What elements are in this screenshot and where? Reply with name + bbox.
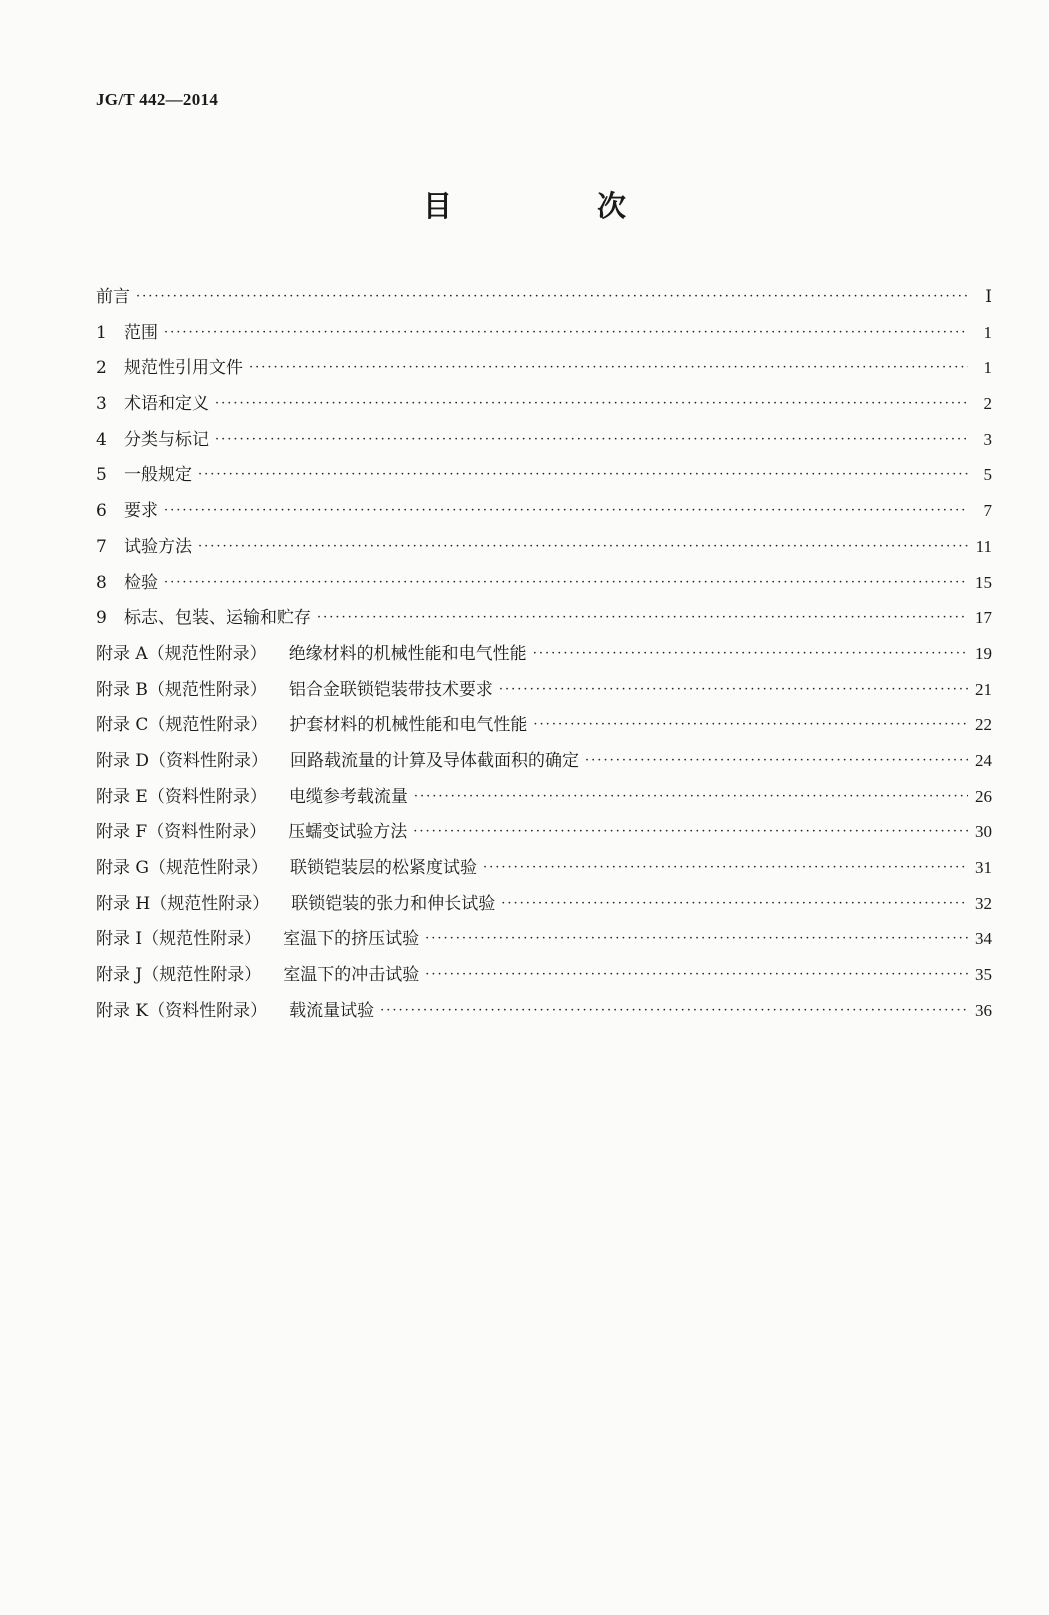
toc-entry-page-number: 30 — [975, 822, 992, 842]
toc-entry-page-number: 22 — [975, 715, 992, 735]
toc-entry-page-number: 35 — [975, 965, 992, 985]
toc-entry[interactable] — [96, 853, 992, 889]
toc-leader-dots — [414, 789, 968, 804]
toc-entry-page-number: 5 — [983, 465, 992, 485]
toc-entry-subtitle: 压蠕变试验方法 — [288, 822, 408, 843]
toc-entry-label — [96, 996, 374, 1021]
toc-entry-title: 一般规定 — [124, 465, 192, 486]
toc-entry-title: 附录 I（规范性附录） — [96, 929, 262, 950]
toc-entry[interactable] — [96, 817, 992, 853]
toc-entry-title: 分类与标记 — [124, 429, 209, 450]
toc-entry[interactable] — [96, 425, 992, 461]
toc-entry-page-number: 31 — [975, 858, 992, 877]
toc-entry-number: 6 — [96, 501, 107, 522]
toc-entry-number: 4 — [96, 429, 107, 450]
toc-entry-title: 附录 K（资料性附录） — [96, 1000, 268, 1021]
toc-entry-label — [96, 924, 419, 949]
toc-entry-subtitle: 绝缘材料的机械性能和电气性能 — [288, 643, 527, 664]
toc-leader-dots — [499, 682, 968, 697]
toc-entry-page-number: 1 — [983, 358, 992, 378]
toc-entry[interactable] — [96, 639, 992, 675]
toc-entry-page-number: 36 — [975, 1000, 992, 1020]
toc-entry[interactable] — [96, 924, 992, 960]
toc-entry[interactable] — [96, 568, 992, 604]
toc-entry-label — [96, 603, 311, 628]
toc-entry-title: 检验 — [124, 572, 158, 593]
toc-entry-page-number: 34 — [975, 929, 992, 949]
toc-entry[interactable] — [96, 282, 992, 318]
toc-entry[interactable] — [96, 318, 992, 354]
toc-entry-page-number: 7 — [983, 501, 992, 521]
toc-entry[interactable] — [96, 675, 992, 711]
toc-entry-number: 1 — [96, 322, 107, 343]
toc-entry-label — [96, 960, 419, 985]
toc-entry[interactable] — [96, 532, 992, 568]
toc-entry-number: 5 — [96, 465, 107, 486]
toc-entry-subtitle: 护套材料的机械性能和电气性能 — [289, 715, 528, 736]
toc-leader-dots — [483, 860, 968, 875]
toc-entry-title: 附录 E（资料性附录） — [96, 786, 267, 807]
toc-leader-dots — [164, 575, 968, 590]
toc-leader-dots — [249, 360, 968, 375]
toc-entry-number: 2 — [96, 358, 107, 379]
standard-code: JG/T 442—2014 — [96, 90, 219, 109]
toc-entry-title: 标志、包装、运输和贮存 — [124, 608, 311, 629]
toc-leader-dots — [501, 896, 968, 911]
toc-entry-number: 3 — [96, 394, 107, 415]
toc-entry-label — [96, 282, 130, 307]
toc-entry-label — [96, 710, 527, 735]
toc-entry-title: 前言 — [96, 287, 130, 307]
toc-entry-page-number: 11 — [975, 536, 992, 556]
toc-leader-dots — [380, 1003, 968, 1018]
toc-entry[interactable] — [96, 782, 992, 818]
toc-entry-page-number: 17 — [975, 608, 992, 628]
toc-leader-dots — [533, 717, 968, 732]
table-of-contents — [96, 282, 992, 1031]
toc-leader-dots — [164, 325, 968, 340]
toc-leader-dots — [164, 503, 968, 518]
toc-entry[interactable] — [96, 603, 992, 639]
toc-entry-subtitle: 载流量试验 — [289, 1000, 375, 1021]
toc-entry[interactable] — [96, 389, 992, 425]
toc-entry-page-number: 3 — [983, 429, 992, 449]
toc-entry[interactable] — [96, 889, 992, 925]
toc-entry-title: 附录 C（规范性附录） — [96, 715, 268, 736]
toc-entry-label — [96, 425, 209, 450]
toc-entry-subtitle: 电缆参考载流量 — [288, 786, 408, 807]
toc-leader-dots — [215, 432, 968, 447]
toc-entry[interactable] — [96, 960, 992, 996]
toc-entry-title: 术语和定义 — [124, 394, 209, 415]
toc-entry-title: 附录 G（规范性附录） — [96, 858, 268, 878]
toc-entry-title: 附录 H（规范性附录） — [96, 893, 270, 914]
toc-entry[interactable] — [96, 460, 992, 496]
toc-entry-page-number: 19 — [975, 643, 992, 663]
toc-entry-title: 规范性引用文件 — [124, 358, 243, 379]
toc-entry-title: 试验方法 — [124, 536, 192, 557]
toc-entry-title: 附录 F（资料性附录） — [96, 822, 267, 843]
toc-leader-dots — [425, 931, 968, 946]
toc-entry-label — [96, 746, 579, 771]
toc-entry-label — [96, 889, 495, 914]
toc-entry-title: 附录 J（规范性附录） — [96, 965, 262, 986]
toc-entry-title: 要求 — [124, 501, 158, 522]
toc-leader-dots — [585, 753, 968, 768]
toc-entry-label — [96, 460, 192, 485]
toc-entry-label — [96, 389, 209, 414]
toc-entry-subtitle: 联锁铠装层的松紧度试验 — [289, 858, 477, 878]
toc-leader-dots — [317, 610, 968, 625]
toc-entry[interactable] — [96, 996, 992, 1032]
toc-entry-page-number: Ⅰ — [985, 287, 992, 306]
toc-entry-label — [96, 353, 243, 378]
toc-entry[interactable] — [96, 496, 992, 532]
toc-entry-number: 9 — [96, 608, 107, 629]
toc-entry-number: 8 — [96, 572, 107, 593]
toc-entry-label — [96, 782, 408, 807]
toc-entry-page-number: 1 — [983, 322, 992, 342]
toc-entry-page-number: 24 — [975, 750, 992, 770]
toc-entry-title: 附录 A（规范性附录） — [96, 643, 267, 664]
toc-entry-label — [96, 568, 158, 593]
toc-leader-dots — [198, 467, 968, 482]
toc-entry-subtitle: 联锁铠装的张力和伸长试验 — [291, 893, 496, 914]
toc-entry-label — [96, 817, 407, 842]
toc-entry[interactable] — [96, 353, 992, 389]
toc-entry-page-number: 15 — [975, 572, 992, 592]
toc-entry-subtitle: 室温下的冲击试验 — [283, 965, 420, 986]
toc-leader-dots — [215, 396, 968, 411]
toc-entry-subtitle: 室温下的挤压试验 — [283, 929, 420, 950]
toc-entry-label — [96, 496, 158, 521]
toc-entry-label — [96, 639, 527, 664]
toc-entry-page-number: 26 — [975, 786, 992, 806]
toc-entry-label — [96, 532, 192, 557]
toc-leader-dots — [533, 646, 968, 661]
toc-entry-label — [96, 675, 493, 700]
toc-entry[interactable] — [96, 746, 992, 782]
page-title: 目 次 — [422, 189, 684, 223]
toc-entry-page-number: 21 — [975, 679, 992, 699]
toc-entry-page-number: 32 — [975, 893, 992, 913]
toc-entry-label — [96, 853, 477, 878]
toc-entry-subtitle: 铝合金联锁铠装带技术要求 — [288, 679, 493, 700]
toc-entry-number: 7 — [96, 536, 107, 557]
toc-entry-title: 范围 — [124, 322, 158, 343]
toc-leader-dots — [425, 967, 968, 982]
toc-leader-dots — [136, 289, 968, 304]
toc-entry-page-number: 2 — [983, 394, 992, 414]
toc-entry-subtitle: 回路载流量的计算及导体截面积的确定 — [290, 750, 580, 771]
toc-leader-dots — [198, 539, 968, 554]
toc-entry-title: 附录 B（规范性附录） — [96, 679, 267, 700]
toc-entry-title: 附录 D（资料性附录） — [96, 750, 269, 771]
toc-entry[interactable] — [96, 710, 992, 746]
toc-leader-dots — [413, 824, 968, 839]
toc-entry-label — [96, 318, 158, 343]
